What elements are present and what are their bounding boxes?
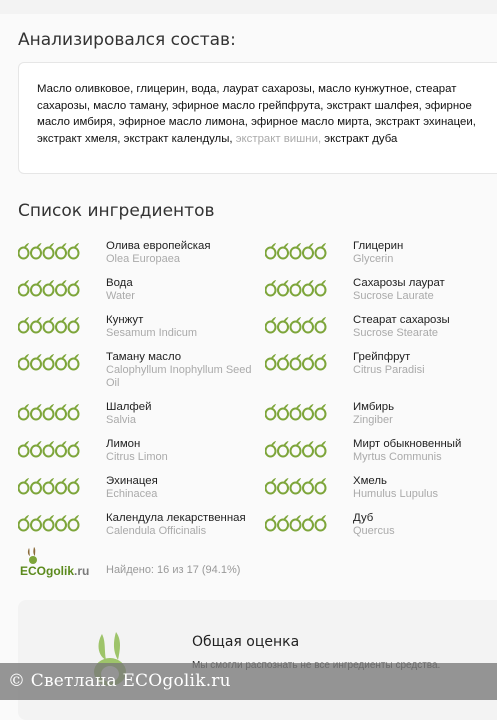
safety-rating-icon [265,279,327,295]
ingredient-name[interactable]: Календула лекарственная [106,512,246,524]
ingredient-latin-name: Water [106,290,135,302]
ingredients-heading: Список ингредиентов [18,201,215,221]
composition-heading: Анализировался состав: [18,30,236,50]
ingredient-latin-name: Citrus Paradisi [353,364,425,376]
ingredient-item[interactable] [18,401,258,441]
found-summary: Найдено: 16 из 17 (94.1%) [106,564,241,576]
ingredient-name[interactable]: Мирт обыкновенный [353,438,462,450]
ingredient-name[interactable]: Имбирь [353,401,395,413]
ingredient-name[interactable]: Эхинацея [106,475,158,487]
ingredient-item[interactable] [265,314,497,354]
ingredient-item[interactable] [18,351,258,391]
ingredient-latin-name: Zingiber [353,414,393,426]
ingredient-item[interactable] [265,475,497,515]
ingredient-latin-name: Myrtus Communis [353,451,442,463]
overall-title: Общая оценка [192,634,300,650]
safety-rating-icon [265,316,327,332]
overall-card [18,600,497,720]
logo-ru: .ru [74,564,90,578]
safety-rating-icon [265,242,327,258]
ingredient-name[interactable]: Хмель [353,475,387,487]
safety-rating-icon [265,477,327,493]
top-strip [0,0,497,14]
safety-rating-icon [18,477,80,493]
ingredient-name[interactable]: Стеарат сахарозы [353,314,450,326]
ingredient-latin-name: Calendula Officinalis [106,525,207,537]
composition-text [37,81,497,147]
ingredient-name[interactable]: Глицерин [353,240,404,252]
ingredient-latin-name: Citrus Limon [106,451,168,463]
ingredient-latin-name: Sucrose Laurate [353,290,434,302]
ingredient-latin-name: Glycerin [353,253,394,265]
safety-rating-icon [18,514,80,530]
safety-rating-icon [18,316,80,332]
ingredient-item[interactable] [265,438,497,478]
ingredient-latin-name: Humulus Lupulus [353,488,438,500]
ingredient-latin-name: Echinacea [106,488,158,500]
ingredient-item[interactable] [265,240,497,280]
ingredient-latin-name: Sucrose Stearate [353,327,438,339]
ingredient-name[interactable]: Сахарозы лаурат [353,277,445,289]
logo-eco: ECO [20,564,47,578]
ingredient-item[interactable] [265,512,497,552]
watermark-text: © Светлана ECOgolik.ru [8,671,231,691]
ingredient-item[interactable] [18,438,258,478]
safety-rating-icon [18,440,80,456]
safety-rating-icon [265,403,327,419]
composition-box [18,62,497,174]
ingredient-name[interactable]: Олива европейская [106,240,211,252]
safety-rating-icon [18,279,80,295]
safety-rating-icon [18,242,80,258]
found-summary-row [18,552,418,582]
logo-text [20,564,89,578]
ingredient-item[interactable] [18,240,258,280]
composition-missing: экстракт вишни, [235,132,322,145]
ingredient-latin-name: Calophyllum Inophyllum Seed Oil [106,364,252,389]
ingredient-name[interactable]: Лимон [106,438,141,450]
bunny-icon [22,546,44,564]
ingredient-item[interactable] [18,475,258,515]
safety-rating-icon [265,440,327,456]
ingredient-latin-name: Olea Europaea [106,253,180,265]
safety-rating-icon [265,353,327,369]
ingredient-item[interactable] [18,314,258,354]
safety-rating-icon [18,353,80,369]
ecogolik-logo[interactable] [18,552,96,582]
watermark-bar [0,663,497,700]
ingredient-latin-name: Quercus [353,525,395,537]
ingredient-name[interactable]: Шалфей [106,401,152,413]
ingredient-name[interactable]: Кунжут [106,314,144,326]
ingredient-item[interactable] [265,351,497,391]
ingredient-name[interactable]: Грейпфрут [353,351,411,363]
safety-rating-icon [18,403,80,419]
ingredient-name[interactable]: Вода [106,277,133,289]
composition-found: Масло оливковое, глицерин, вода, лаурат сахарозы, масло кунжутное, стеарат сахарозы, масло таману, эфирное масло грейпфрута, экстракт шалфея, эфирное масло имбиря, эфирное масло лимона, эфирное масло мирта, экстракт эхинацеи, экстракт хмеля, экстракт календулы, [37,83,476,145]
ingredient-latin-name: Salvia [106,414,136,426]
ingredient-latin-name: Sesamum Indicum [106,327,198,339]
ingredient-item[interactable] [265,277,497,317]
ingredient-item[interactable] [18,277,258,317]
composition-tail: экстракт дуба [324,132,398,145]
safety-rating-icon [265,514,327,530]
ingredient-item[interactable] [265,401,497,441]
ingredient-name[interactable]: Дуб [353,512,374,524]
ingredient-item[interactable] [18,512,258,552]
logo-golik: golik [46,564,75,578]
ingredient-name[interactable]: Таману масло [106,351,182,363]
